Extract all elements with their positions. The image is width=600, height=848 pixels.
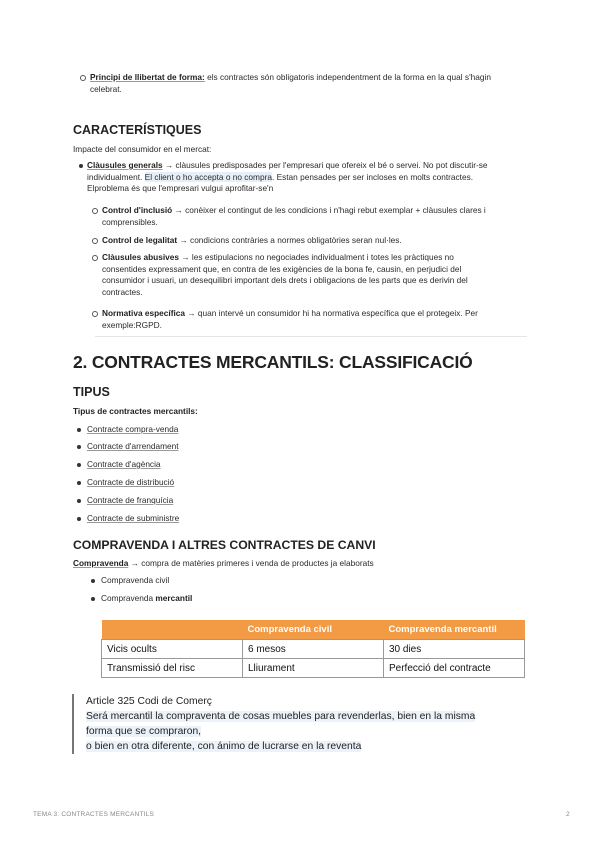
sub-item-normativa-especifica: [102, 308, 522, 331]
bullet-disc-icon: [77, 517, 81, 521]
sub-item-control-inclusio: [102, 205, 522, 228]
page-number: 2: [566, 811, 570, 818]
caracteristiques-heading: CARACTERÍSTIQUES: [73, 123, 202, 137]
table-cell: Transmissió del risc: [102, 659, 243, 678]
list-item-text: Contracte de distribució: [87, 477, 175, 487]
quote-line: Será mercantil la compraventa de cosas muebles para revenderlas, bien en la misma: [86, 711, 476, 722]
list-item: [87, 424, 178, 436]
sub-item-text: → conèixer el contingut de les condicions i n'hagi rebut exemplar + clàusules clares i: [172, 205, 486, 215]
list-item-text: Contracte de franquícia: [87, 495, 174, 505]
divider: [95, 336, 527, 337]
list-item: [87, 495, 173, 507]
sub-item-term: Normativa específica: [102, 308, 186, 318]
table-cell: Perfecció del contracte: [384, 659, 525, 678]
table-header-cell: Compravenda civil: [243, 620, 384, 640]
list-item: [87, 477, 174, 489]
list-item: [101, 593, 192, 605]
list-item-bold: mercantil: [155, 593, 193, 603]
sub-item-term: Control de legalitat: [102, 235, 178, 245]
bullet-circle-icon: [92, 255, 98, 261]
bullet-disc-icon: [77, 481, 81, 485]
sub-item-control-legalitat: [102, 235, 522, 247]
table-header-cell: Compravenda mercantil: [384, 620, 525, 640]
table-cell: 6 mesos: [243, 640, 384, 659]
tipus-heading: TIPUS: [73, 385, 110, 399]
table-row: [102, 659, 525, 678]
bullet-circle-icon: [92, 238, 98, 244]
table-cell: Vicis ocults: [102, 640, 243, 659]
tipus-label-text: Tipus de contractes mercantils:: [73, 406, 198, 416]
sub-item-text: → les estipulacions no negociades individualment i totes les pràctiques no: [179, 252, 454, 262]
sub-item-clausules-abusives: [102, 252, 522, 298]
list-item-text: Contracte d'agència: [87, 459, 161, 469]
table-cell: Lliurament: [243, 659, 384, 678]
bullet-disc-icon: [77, 428, 81, 432]
bullet-disc-icon: [91, 579, 95, 583]
list-item: [87, 441, 179, 453]
quote-line: o bien en otra diferente, con ánimo de lucrarse en la reventa: [86, 741, 362, 752]
sub-item-text: exemple:RGPD.: [102, 319, 162, 330]
table-header-row: [102, 620, 525, 640]
sub-item-text: contractes.: [102, 286, 143, 297]
list-item-text: Compravenda: [101, 593, 156, 603]
quote-block: [72, 694, 546, 754]
clausules-text-3: Elproblema és que l'empresari vulgui aprofitar-se'n: [87, 183, 274, 193]
clausules-generals-item: [87, 160, 527, 195]
quote-line: forma que se compraron,: [86, 726, 202, 737]
sub-item-text: → condicions contràries a normes obligatòries seran nul·les.: [177, 235, 402, 245]
bullet-circle-icon: [92, 208, 98, 214]
principi-llibertat-item: [90, 72, 530, 95]
table-header-cell: [102, 620, 243, 640]
impact-text: Impacte del consumidor en el mercat:: [73, 144, 212, 154]
clausules-term: Clàusules generals: [87, 160, 163, 170]
bullet-disc-icon: [77, 445, 81, 449]
bullet-circle-icon: [80, 75, 86, 81]
sub-item-text: consumidor i usuari, un desequilibri important dels drets i obligacions de les parts que es derivin del: [102, 275, 468, 285]
principi-text-2: celebrat.: [90, 83, 122, 94]
sub-item-text: consentides expressament que, en contra de les exigències de la bona fe, causin, en perjudici del: [102, 263, 462, 274]
tipus-label: [73, 406, 198, 418]
bullet-disc-icon: [77, 463, 81, 467]
list-item-text: Contracte de subministre: [87, 513, 180, 523]
sub-item-text: → quan intervé un consumidor hi ha normativa específica que el protegeix. Per: [185, 308, 478, 318]
compravenda-def-text: → compra de matèries primeres i venda de productes ja elaborats: [128, 558, 374, 568]
table-row: [102, 640, 525, 659]
comparison-table: [101, 620, 525, 678]
sub-item-term: Control d'inclusió: [102, 205, 173, 215]
list-item: [87, 513, 179, 525]
list-item: [101, 575, 169, 587]
sub-item-text: comprensibles.: [102, 216, 158, 227]
compravenda-definition: [73, 558, 374, 570]
clausules-highlight: El client o ho accepta o no compra: [144, 171, 272, 182]
bullet-disc-icon: [91, 597, 95, 601]
compravenda-heading: COMPRAVENDA I ALTRES CONTRACTES DE CANVI: [73, 538, 376, 552]
list-item-text: Contracte compra-venda: [87, 424, 179, 434]
sub-item-term: Clàusules abusives: [102, 252, 180, 262]
bullet-circle-icon: [92, 311, 98, 317]
section-title: 2. CONTRACTES MERCANTILS: CLASSIFICACIÓ: [73, 352, 473, 372]
list-item: [87, 459, 161, 471]
table-cell: 30 dies: [384, 640, 525, 659]
footer-label: TEMA 3: CONTRACTES MERCANTILS: [33, 811, 155, 818]
clausules-text-2a: individualment.: [87, 171, 145, 182]
clausules-text-2b: . Estan pensades per ser incloses en molts contractes.: [271, 171, 474, 182]
clausules-text-1: → clàusules predisposades per l'empresari que ofereix el bé o servei. No pot discutir-se: [162, 160, 488, 170]
quote-title: Article 325 Codi de Comerç: [86, 696, 212, 707]
bullet-disc-icon: [79, 164, 83, 168]
principi-text: els contractes són obligatoris independentment de la forma en la qual s'hagin: [204, 72, 491, 82]
list-item-text: Contracte d'arrendament: [87, 441, 179, 451]
bullet-disc-icon: [77, 499, 81, 503]
compravenda-term: Compravenda: [73, 558, 129, 568]
principi-term: Principi de llibertat de forma:: [90, 72, 205, 82]
list-item-text: Compravenda civil: [101, 575, 170, 585]
